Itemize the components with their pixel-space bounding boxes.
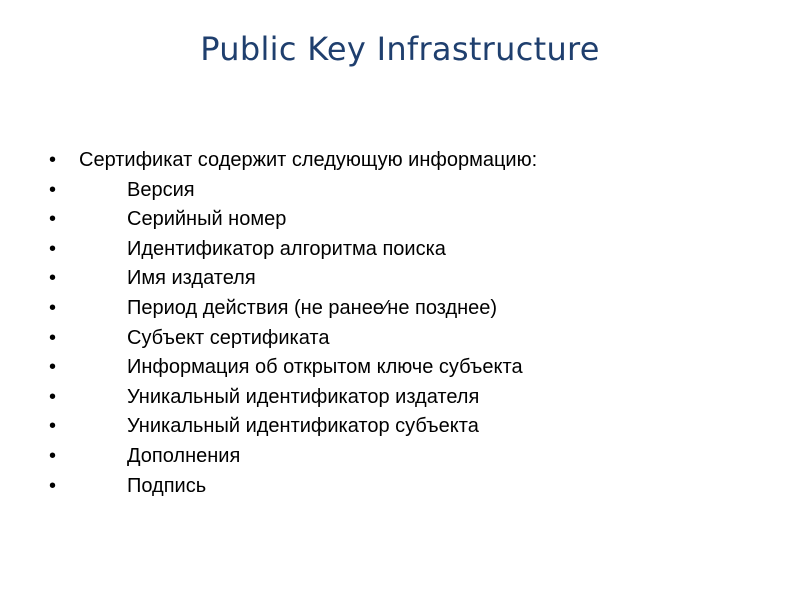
list-item-text: Идентификатор алгоритма поиска	[127, 237, 446, 260]
list-item-text: Уникальный идентификатор субъекта	[127, 415, 479, 438]
list-item	[49, 294, 769, 324]
bullet-list	[49, 146, 769, 501]
list-item	[49, 412, 769, 442]
bullet-icon: •	[49, 474, 57, 497]
bullet-icon: •	[49, 326, 57, 349]
bullet-icon: •	[49, 444, 57, 467]
list-item	[49, 176, 769, 206]
slide-title: Public Key Infrastructure	[200, 30, 600, 68]
list-item-text: Версия	[127, 178, 195, 201]
list-item-text: Уникальный идентификатор издателя	[127, 385, 480, 408]
list-item-text: Имя издателя	[127, 267, 256, 290]
bullet-icon: •	[49, 415, 57, 438]
list-item-text: Период действия (не ранее⁄не позднее)	[127, 296, 498, 319]
list-item-text: Информация об открытом ключе субъекта	[127, 356, 523, 379]
list-item	[49, 353, 769, 383]
list-item	[49, 264, 769, 294]
bullet-icon: •	[49, 237, 57, 260]
bullet-icon: •	[49, 356, 57, 379]
list-item	[49, 324, 769, 354]
bullet-icon: •	[49, 296, 57, 319]
list-item-text: Сертификат содержит следующую информацию:	[79, 149, 538, 171]
list-item	[49, 442, 769, 472]
bullet-icon: •	[49, 267, 57, 290]
list-item-lead	[49, 146, 769, 176]
list-item-text: Субъект сертификата	[127, 326, 330, 349]
list-item-text: Серийный номер	[127, 208, 287, 231]
bullet-icon: •	[49, 149, 57, 171]
list-item-text: Подпись	[127, 474, 207, 497]
bullet-icon: •	[49, 385, 57, 408]
list-item	[49, 383, 769, 413]
list-item-text: Дополнения	[127, 444, 241, 467]
bullet-icon: •	[49, 178, 57, 201]
list-item	[49, 472, 769, 502]
bullet-icon: •	[49, 208, 57, 231]
list-item	[49, 205, 769, 235]
list-item	[49, 235, 769, 265]
